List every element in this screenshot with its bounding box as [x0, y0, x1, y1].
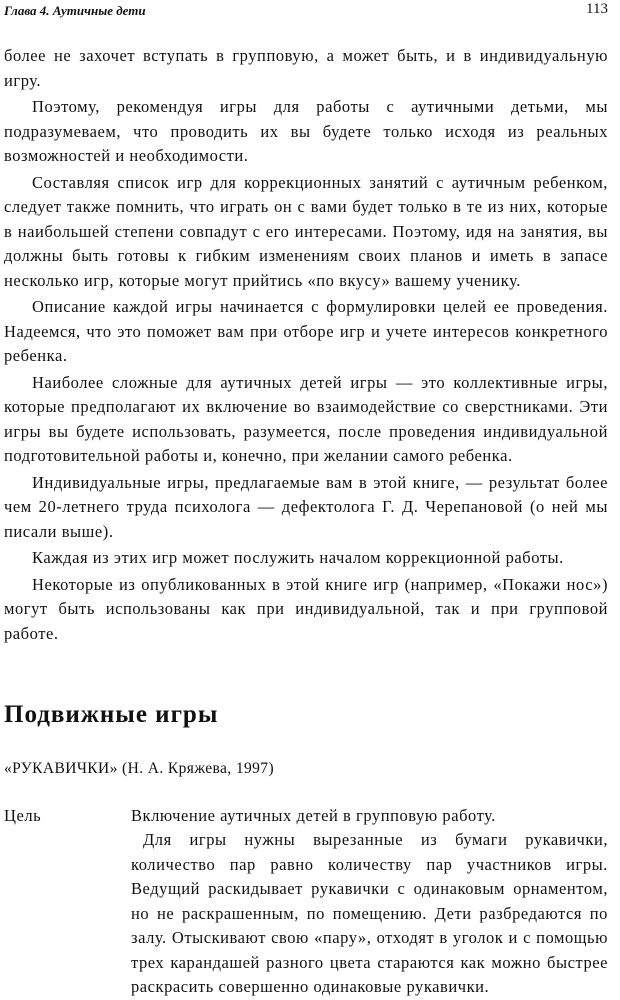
paragraph: Индивидуальные игры, предлагаемые вам в этой книге, — результат более чем 20-летнего труда психолога — дефектолога Г. Д. Черепановой (о ней мы писали выше). [4, 472, 608, 541]
paragraph: Составляя список игр для коррекционных занятий с аутичным ребенком, следует также помнить, что играть он с вами будет только в те из них, которые в наибольшей степени совпадут с его интересами. Поэтому, идя на занятия, вы должны быть готовы к гибким изменениям своих планов и иметь в запасе несколько игр, которые могут прийтись «по вкусу» вашему ученику. [4, 172, 608, 290]
paragraph: Каждая из этих игр может послужить началом коррекционной работы. [32, 548, 564, 567]
game-title: «РУКАВИЧКИ» (Н. А. Кряжева, 1997) [4, 760, 275, 777]
paragraph: Поэтому, рекомендуя игры для работы с аутичными детьми, мы подразумеваем, что проводить их вы будете только исходя из реальных возможностей и необходимости. [4, 97, 608, 165]
goal-text: Включение аутичных детей в групповую работу. [131, 806, 496, 825]
goal-label: Цель [4, 806, 42, 825]
paragraph: более не захочет вступать в групповую, а может быть, и в индивидуальную игру. [4, 46, 608, 90]
paragraph: Описание каждой игры начинается с формулировки целей ее проведения. Надеемся, что это поможет вам при отборе игр и учете интересов конкретного ребенка. [4, 297, 608, 365]
page-number: 113 [586, 1, 608, 17]
body-text [4, 44, 608, 648]
running-head [4, 0, 608, 22]
chapter-title: Глава 4. Аутичные дети [4, 3, 146, 18]
game-description: Для игры нужны вырезанные из бумаги рукавички, количество пар равно количеству пар участников игры. Ведущий раскидывает рукавички с одинаковым орнаментом, но не раскрашенным, по помещению. Дети разбредаются по залу. Отыскивают свою «пару», отходят в уголок и с помощью трех карандашей разного цвета стараются как можно быстрее раскрасить совершенно одинаковые рукавички. [131, 830, 608, 996]
paragraph: Наиболее сложные для аутичных детей игры — это коллективные игры, которые предполагают их включение во взаимодействие со сверстниками. Эти игры вы будете использовать, разумеется, после проведения индивидуальной подготовительной работы и, конечно, при желании самого ребенка. [4, 372, 608, 465]
paragraph: Некоторые из опубликованных в этой книге игр (например, «Покажи нос») могут быть использованы как при индивидуальной, так и при групповой работе. [4, 574, 608, 643]
section-heading: Подвижные игры [4, 701, 219, 728]
